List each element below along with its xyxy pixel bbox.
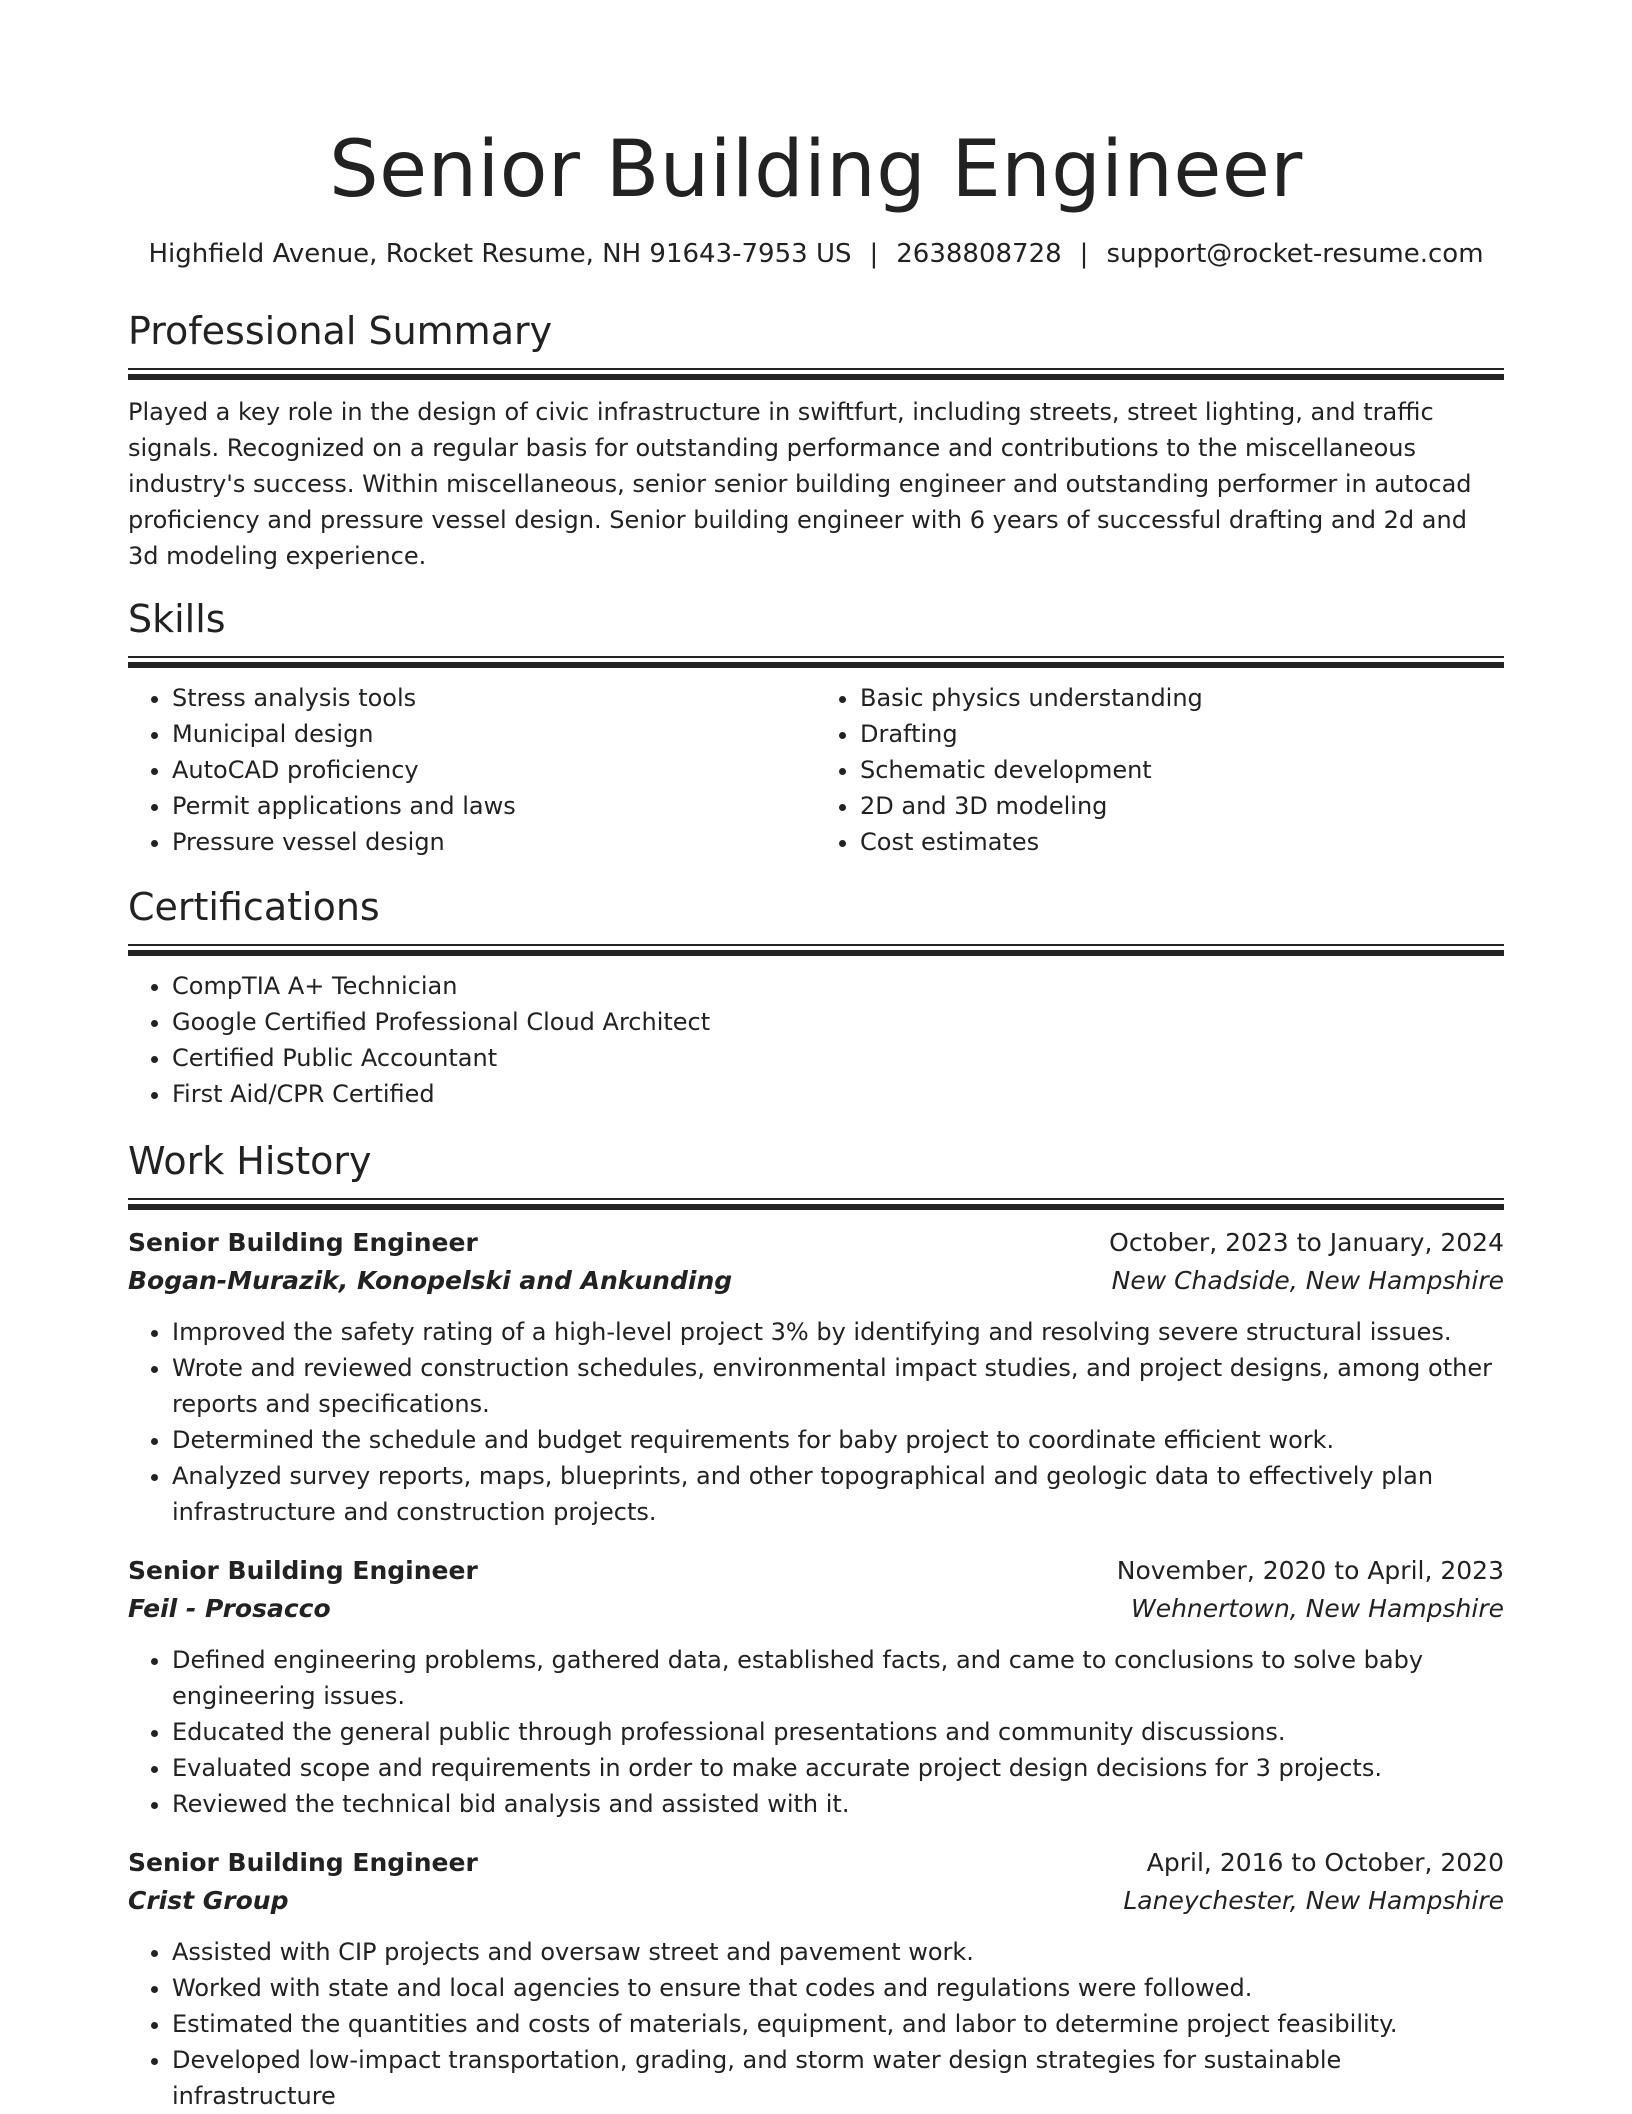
job-bullet: • Defined engineering problems, gathered data, established facts, and came to conclusions to solve baby engineering issues.	[172, 1642, 1504, 1714]
skills-section	[128, 594, 1504, 860]
job-bullet: • Wrote and reviewed construction schedules, environmental impact studies, and project designs, among other reports and specifications.	[172, 1350, 1504, 1422]
skill-item: • Drafting	[860, 716, 1504, 752]
section-divider	[128, 656, 1504, 668]
work-history-section	[128, 1136, 1504, 2114]
certification-item: • Certified Public Accountant	[172, 1040, 1504, 1076]
certifications-heading: Certifications	[128, 885, 380, 929]
job-company: Bogan-Murazik, Konopelski and Ankunding	[128, 1266, 733, 1295]
job-bullets	[128, 1642, 1504, 1822]
skill-item: • Municipal design	[172, 716, 816, 752]
job-dates: November, 2020 to April, 2023	[1116, 1556, 1504, 1585]
section-divider	[128, 944, 1504, 956]
job-header-row	[128, 1224, 1504, 1262]
job-title: Senior Building Engineer	[128, 1848, 478, 1877]
job-bullet: • Analyzed survey reports, maps, blueprints, and other topographical and geologic data to effectively plan infrastructure and construction projects.	[172, 1458, 1504, 1530]
contact-separator: |	[1079, 239, 1089, 269]
job-entry	[128, 1552, 1504, 1822]
job-location: Laneychester, New Hampshire	[1123, 1886, 1504, 1915]
skill-item: • Permit applications and laws	[172, 788, 816, 824]
job-bullet: • Estimated the quantities and costs of materials, equipment, and labor to determine project feasibility.	[172, 2006, 1504, 2042]
job-company: Crist Group	[128, 1886, 289, 1915]
job-bullet: • Reviewed the technical bid analysis and assisted with it.	[172, 1786, 1504, 1822]
job-dates: October, 2023 to January, 2024	[1109, 1228, 1504, 1257]
job-bullet: • Developed low-impact transportation, grading, and storm water design strategies for sustainable infrastructure	[172, 2042, 1504, 2114]
work-history-heading: Work History	[128, 1139, 372, 1183]
skills-list-right	[816, 680, 1504, 860]
skill-item: • Cost estimates	[860, 824, 1504, 860]
job-company-row	[128, 1262, 1504, 1300]
section-divider	[128, 1198, 1504, 1210]
job-location: New Chadside, New Hampshire	[1111, 1266, 1504, 1295]
certifications-list	[128, 968, 1504, 1112]
contact-phone: 2638808728	[896, 239, 1062, 269]
job-company-row	[128, 1882, 1504, 1920]
job-company-row	[128, 1590, 1504, 1628]
job-bullet: • Evaluated scope and requirements in order to make accurate project design decisions for 3 projects.	[172, 1750, 1504, 1786]
skill-item: • Basic physics understanding	[860, 680, 1504, 716]
job-company: Feil - Prosacco	[128, 1594, 331, 1623]
skills-list-left	[128, 680, 816, 860]
certification-item: • CompTIA A+ Technician	[172, 968, 1504, 1004]
skill-item: • AutoCAD proficiency	[172, 752, 816, 788]
job-bullets	[128, 1314, 1504, 1530]
contact-address: Highfield Avenue, Rocket Resume, NH 91643-7953 US	[148, 239, 852, 269]
job-title: Senior Building Engineer	[128, 1556, 478, 1585]
contact-separator: |	[869, 239, 879, 269]
skill-item: • 2D and 3D modeling	[860, 788, 1504, 824]
summary-text: Played a key role in the design of civic infrastructure in swiftfurt, including streets, street lighting, and traffic signals. Recognized on a regular basis for outstanding performance and contributions to the miscellaneous industry's success. Within miscellaneous, senior senior building engineer and outstanding performer in autocad proficiency and pressure vessel design. Senior building engineer with 6 years of successful drafting and 2d and 3d modeling experience.	[128, 398, 1472, 570]
section-divider	[128, 368, 1504, 380]
resume-page	[128, 0, 1504, 2114]
job-entry	[128, 1844, 1504, 2114]
skills-heading: Skills	[128, 597, 226, 641]
job-dates: April, 2016 to October, 2020	[1146, 1848, 1504, 1877]
job-bullet: • Determined the schedule and budget requirements for baby project to coordinate efficient work.	[172, 1422, 1504, 1458]
summary-heading: Professional Summary	[128, 309, 553, 353]
job-header-row	[128, 1844, 1504, 1882]
skill-item: • Pressure vessel design	[172, 824, 816, 860]
certifications-section	[128, 882, 1504, 1112]
skill-item: • Schematic development	[860, 752, 1504, 788]
contact-line	[128, 236, 1504, 272]
job-bullet: • Assisted with CIP projects and oversaw street and pavement work.	[172, 1934, 1504, 1970]
job-bullet: • Improved the safety rating of a high-level project 3% by identifying and resolving severe structural issues.	[172, 1314, 1504, 1350]
job-entry	[128, 1224, 1504, 1530]
certification-item: • First Aid/CPR Certified	[172, 1076, 1504, 1112]
job-bullets	[128, 1934, 1504, 2114]
skill-item: • Stress analysis tools	[172, 680, 816, 716]
certification-item: • Google Certified Professional Cloud Architect	[172, 1004, 1504, 1040]
job-location: Wehnertown, New Hampshire	[1130, 1594, 1504, 1623]
summary-section	[128, 306, 1504, 574]
contact-email: support@rocket-resume.com	[1106, 239, 1484, 269]
job-bullet: • Worked with state and local agencies to ensure that codes and regulations were followed.	[172, 1970, 1504, 2006]
skills-columns	[128, 680, 1504, 860]
resume-name: Senior Building Engineer	[329, 125, 1303, 215]
job-header-row	[128, 1552, 1504, 1590]
job-title: Senior Building Engineer	[128, 1228, 478, 1257]
job-bullet: • Educated the general public through professional presentations and community discussions.	[172, 1714, 1504, 1750]
